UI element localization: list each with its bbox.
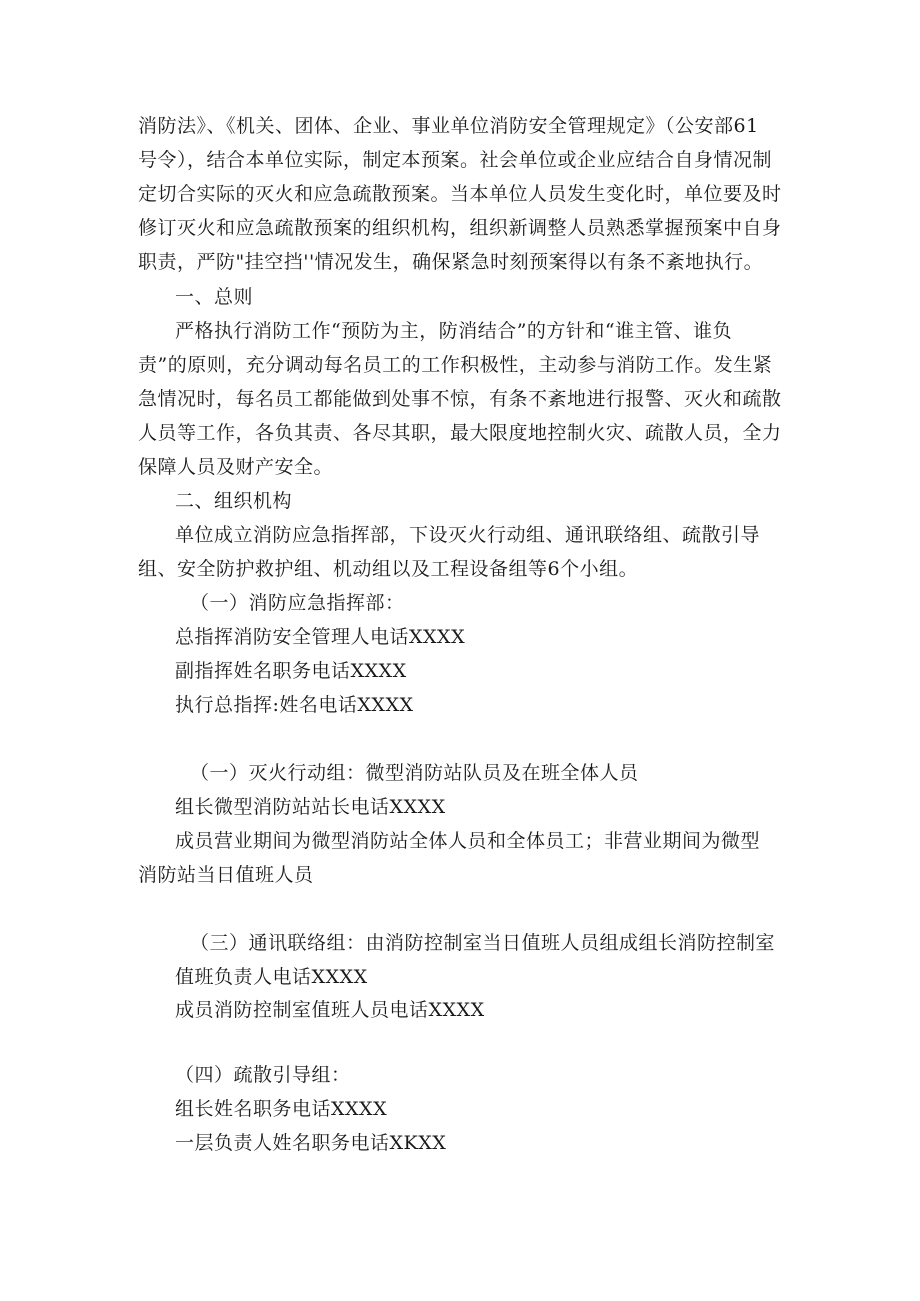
paragraph-line: 严格执行消防工作“预防为主，防消结合”的方针和“谁主管、谁负	[175, 320, 733, 342]
paragraph-line: 单位成立消防应急指挥部，下设灭火行动组、通讯联络组、疏散引导	[175, 524, 761, 546]
contact-line: 总指挥消防安全管理人电话XXXX	[175, 626, 466, 648]
contact-line: 成员消防控制室值班人员电话XXXX	[175, 999, 485, 1021]
paragraph-line: 保障人员及财产安全。	[138, 456, 334, 478]
section-heading-general: 一、总则	[175, 286, 254, 308]
contact-line: 一层负责人姓名职务电话XKXX	[175, 1132, 447, 1154]
subsection-heading-evacuation: （四）疏散引导组：	[175, 1064, 351, 1086]
subsection-heading-communication: （三）通讯联络组：由消防控制室当日值班人员组成组长消防控制室	[190, 932, 776, 954]
contact-line: 执行总指挥:姓名电话XXXX	[175, 694, 414, 716]
paragraph-line: 组、安全防护救护组、机动组以及工程设备组等6个小组。	[138, 558, 639, 580]
paragraph-line: 职责，严防"挂空挡''情况发生，确保紧急时刻预案得以有条不紊地执行。	[138, 251, 764, 273]
paragraph-line: 修订灭火和应急疏散预案的组织机构，组织新调整人员熟悉掌握预案中自身	[138, 217, 782, 239]
paragraph-line: 人员等工作，各负其责、各尽其职，最大限度地控制火灾、疏散人员，全力	[138, 422, 782, 444]
paragraph-line: 定切合实际的灭火和应急疏散预案。当本单位人员发生变化时，单位要及时	[138, 183, 782, 205]
paragraph-line: 成员营业期间为微型消防站全体人员和全体员工；非营业期间为微型	[175, 830, 761, 852]
paragraph-line: 消防法》、《机关、团体、企业、事业单位消防安全管理规定》（公安部61	[138, 115, 759, 137]
paragraph-line: 急情况时，每名员工都能做到处事不惊，有条不紊地进行报警、灭火和疏散	[138, 388, 782, 410]
paragraph-line: 消防站当日值班人员	[138, 864, 314, 886]
paragraph-line: 号令），结合本单位实际，制定本预案。社会单位或企业应结合自身情况制	[138, 149, 773, 171]
subsection-heading-firefighting: （一）灭火行动组：微型消防站队员及在班全体人员	[190, 762, 639, 784]
subsection-heading-command: （一）消防应急指挥部：	[190, 592, 405, 614]
contact-line: 值班负责人电话XXXX	[175, 966, 368, 988]
contact-line: 组长姓名职务电话XXXX	[175, 1098, 388, 1120]
contact-line: 组长微型消防站站长电话XXXX	[175, 796, 446, 818]
contact-line: 副指挥姓名职务电话XXXX	[175, 660, 407, 682]
section-heading-organization: 二、组织机构	[175, 490, 293, 512]
paragraph-line: 责”的原则，充分调动每名员工的工作积极性，主动参与消防工作。发生紧	[138, 354, 773, 376]
